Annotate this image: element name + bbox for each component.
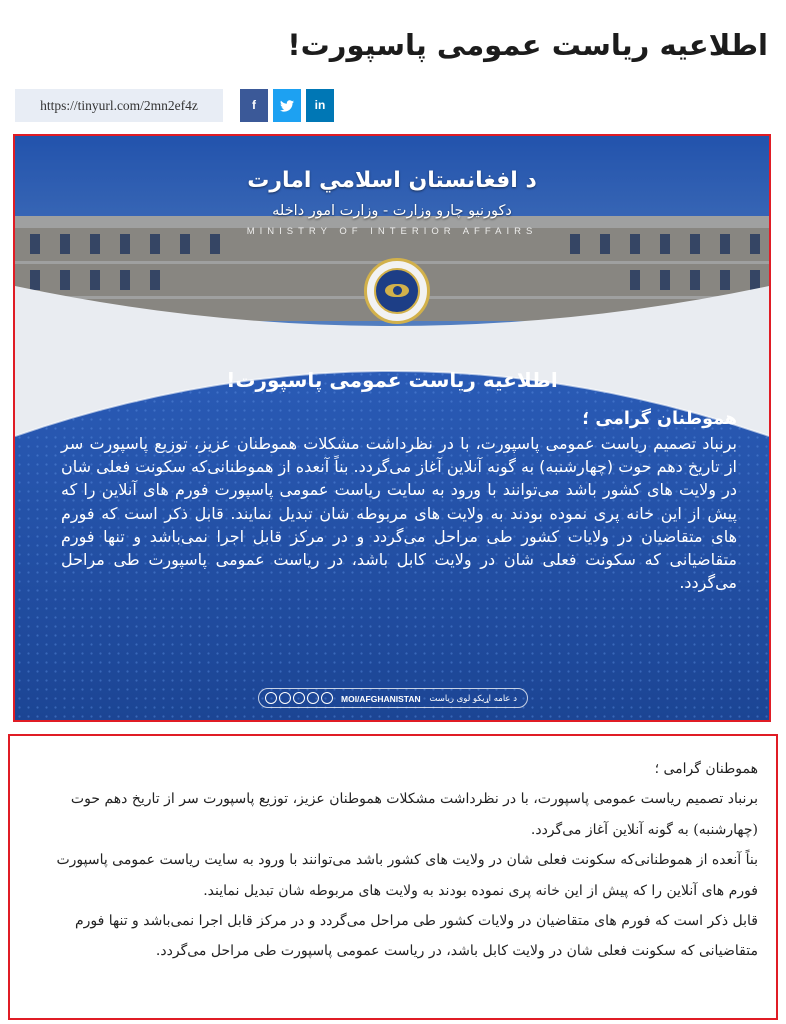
poster-footer-handle: MOI/AFGHANISTAN [341, 694, 421, 704]
poster-title: اطلاعیه ریاست عمومی پاسپورت! [226, 368, 558, 392]
twitter-share-button[interactable] [273, 89, 301, 122]
article-body [28, 754, 758, 967]
twitter-icon [279, 692, 291, 704]
twitter-icon [280, 98, 294, 112]
poster-text: برنباد تصمیم ریاست عمومی پاسپورت، با در نظرداشت مشکلات هموطنان عزیز، توزیع پاسپورت سر از تاریخ دهم حوت (چهارشنبه) به گونه آنلاین آغاز می‌گردد. بناً آنعده از هموطنانی‌که سکونت فعلی شان در ولایت های کشور باشد می‌توانند با ورود به سایت ریاست عمومی پاسپورت فورم های آنلاین را که پیش از این خانه پری نموده بودند به ولایت های مربوطه شان تبدیل نمایند. قابل ذکر است که فورم های متقاضیان در ولایات کشور طی مراحل می‌گردد و در مرکز قابل اجرا نمی‌باشد و تنها فورم متقاضیانی که سکونت فعلی شان در ولایت کابل باشد، در ریاست عمومی پاسپورت طی مراحل می‌گردد. [61, 434, 737, 593]
short-url-field[interactable]: https://tinyurl.com/2mn2ef4z [15, 89, 223, 122]
article-greeting: هموطنان گرامی ؛ [654, 761, 758, 777]
poster-header-english: MINISTRY OF INTERIOR AFFAIRS [246, 226, 538, 237]
article-paragraph: قابل ذکر است که فورم های متقاضیان در ولایات کشور طی مراحل می‌گردد و در مرکز قابل اجرا نمی‌باشد و تنها فورم متقاضیانی که سکونت فعلی شان در ولایت کابل باشد، در ریاست عمومی پاسپورت طی مراحل می‌گردد. [74, 913, 758, 960]
facebook-icon: f [252, 98, 256, 112]
article-text-box [8, 734, 778, 1020]
telegram-icon [307, 692, 319, 704]
announcement-poster-image [13, 134, 771, 722]
poster-footer [258, 688, 528, 708]
youtube-icon [293, 692, 305, 704]
poster-greeting: هموطنان گرامی ؛ [582, 409, 737, 429]
poster-header [15, 166, 769, 240]
poster-footer-org: د عامه اړیکو لوی ریاست [429, 694, 517, 704]
ministry-emblem-icon [364, 258, 430, 324]
facebook-icon [321, 692, 333, 704]
linkedin-share-button[interactable] [306, 89, 334, 122]
linkedin-icon: in [314, 98, 326, 112]
article-paragraph: برنباد تصمیم ریاست عمومی پاسپورت، با در نظرداشت مشکلات هموطنان عزیز، توزیع پاسپورت سر از تاریخ دهم حوت (چهارشنبه) به گونه آنلاین آغاز می‌گردد. [70, 791, 758, 838]
article-paragraph: بناً آنعده از هموطنانی‌که سکونت فعلی شان در ولایت های کشور باشد می‌توانند با ورود به سایت ریاست عمومی پاسپورت فورم های آنلاین را که پیش از این خانه پری نموده بودند به ولایت های مربوطه شان تبدیل نمایند. [56, 852, 758, 899]
poster-header-ministry: دکورنیو چارو وزارت - وزارت امور داخله [272, 203, 512, 219]
facebook-share-button[interactable] [240, 89, 268, 122]
page-title: اطلاعیه ریاست عمومی پاسپورت! [287, 28, 768, 63]
poster-body [61, 406, 737, 594]
globe-icon [265, 692, 277, 704]
poster-header-emirate: د افغانستان اسلامي امارت [247, 168, 537, 193]
